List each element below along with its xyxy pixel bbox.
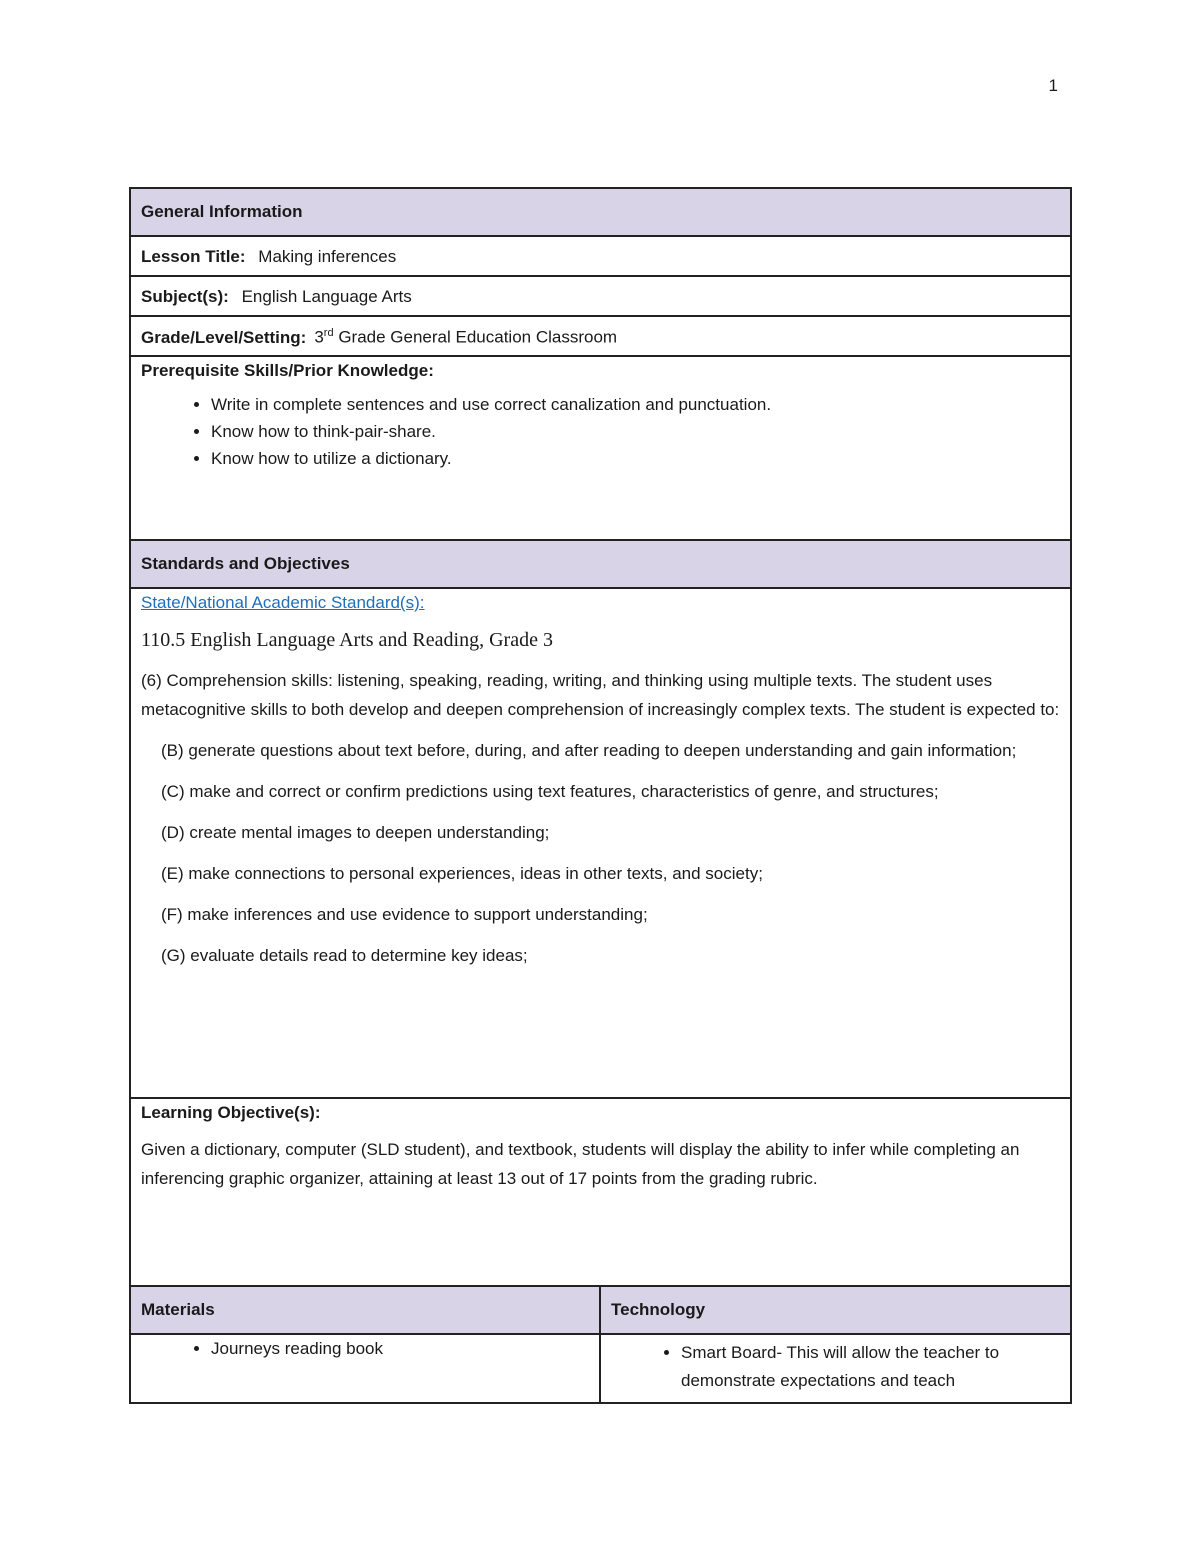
objective-row — [130, 1098, 1071, 1286]
objective-label: Learning Objective(s): — [141, 1103, 321, 1122]
prereq-label: Prerequisite Skills/Prior Knowledge: — [141, 361, 434, 380]
general-info-header: General Information — [130, 188, 1071, 236]
lesson-title-label: Lesson Title: — [141, 247, 246, 266]
standard-title: 110.5 English Language Arts and Reading, Grade 3 — [141, 629, 553, 651]
lesson-plan-table — [129, 187, 1072, 1404]
list-item: • Smart Board- This will allow the teacher to demonstrate expectations and teach — [681, 1339, 1060, 1395]
subjects-value: English Language Arts — [241, 287, 412, 306]
page-number: 1 — [1048, 76, 1058, 95]
list-item: • Know how to think-pair-share. — [211, 422, 1060, 442]
standard-item: (D) create mental images to deepen understanding; — [161, 823, 550, 842]
materials-header: Materials — [130, 1286, 600, 1334]
materials-tech-header-row — [130, 1286, 1071, 1334]
standard-item: (E) make connections to personal experiences, ideas in other texts, and society; — [161, 864, 763, 883]
list-item: • Write in complete sentences and use correct canalization and punctuation. — [211, 395, 1060, 415]
subjects-row — [130, 276, 1071, 316]
lesson-title-value: Making inferences — [258, 247, 397, 266]
materials-tech-row — [130, 1334, 1071, 1403]
standard-item: (B) generate questions about text before, during, and after reading to deepen understanding and gain information; — [161, 741, 1017, 760]
grade-label: Grade/Level/Setting: — [141, 327, 307, 347]
standard-intro: (6) Comprehension skills: listening, speaking, reading, writing, and thinking using multiple texts. The student uses metacognitive skills to both develop and deepen comprehension of increasingly complex texts. The student is expected to: — [141, 671, 1060, 719]
technology-list — [611, 1339, 1060, 1395]
grade-row — [130, 316, 1071, 356]
standard-item: (G) evaluate details read to determine key ideas; — [161, 946, 528, 965]
prereq-list — [141, 395, 1060, 469]
standards-header-row — [130, 540, 1071, 588]
standards-header: Standards and Objectives — [130, 540, 1071, 588]
subjects-label: Subject(s): — [141, 287, 229, 306]
objective-text: Given a dictionary, computer (SLD student), and textbook, students will display the ability to infer while completing an inferencing graphic organizer, attaining at least 13 out of 17 points from the grading rubric. — [141, 1140, 1020, 1188]
standard-item: (C) make and correct or confirm predictions using text features, characteristics of genre, and structures; — [161, 782, 939, 801]
general-info-header-row — [130, 188, 1071, 236]
grade-setting: Grade General Education Classroom — [338, 327, 618, 347]
prereq-row — [130, 356, 1071, 540]
technology-header: Technology — [600, 1286, 1071, 1334]
standard-item: (F) make inferences and use evidence to support understanding; — [161, 905, 648, 924]
lesson-title-row — [130, 236, 1071, 276]
standards-link[interactable]: State/National Academic Standard(s): — [141, 593, 425, 612]
grade-number: 3 — [314, 327, 324, 347]
list-item: • Journeys reading book — [211, 1339, 589, 1359]
grade-suffix: rd — [323, 327, 334, 339]
materials-list — [141, 1339, 589, 1359]
list-item: • Know how to utilize a dictionary. — [211, 449, 1060, 469]
standards-row — [130, 588, 1071, 1098]
